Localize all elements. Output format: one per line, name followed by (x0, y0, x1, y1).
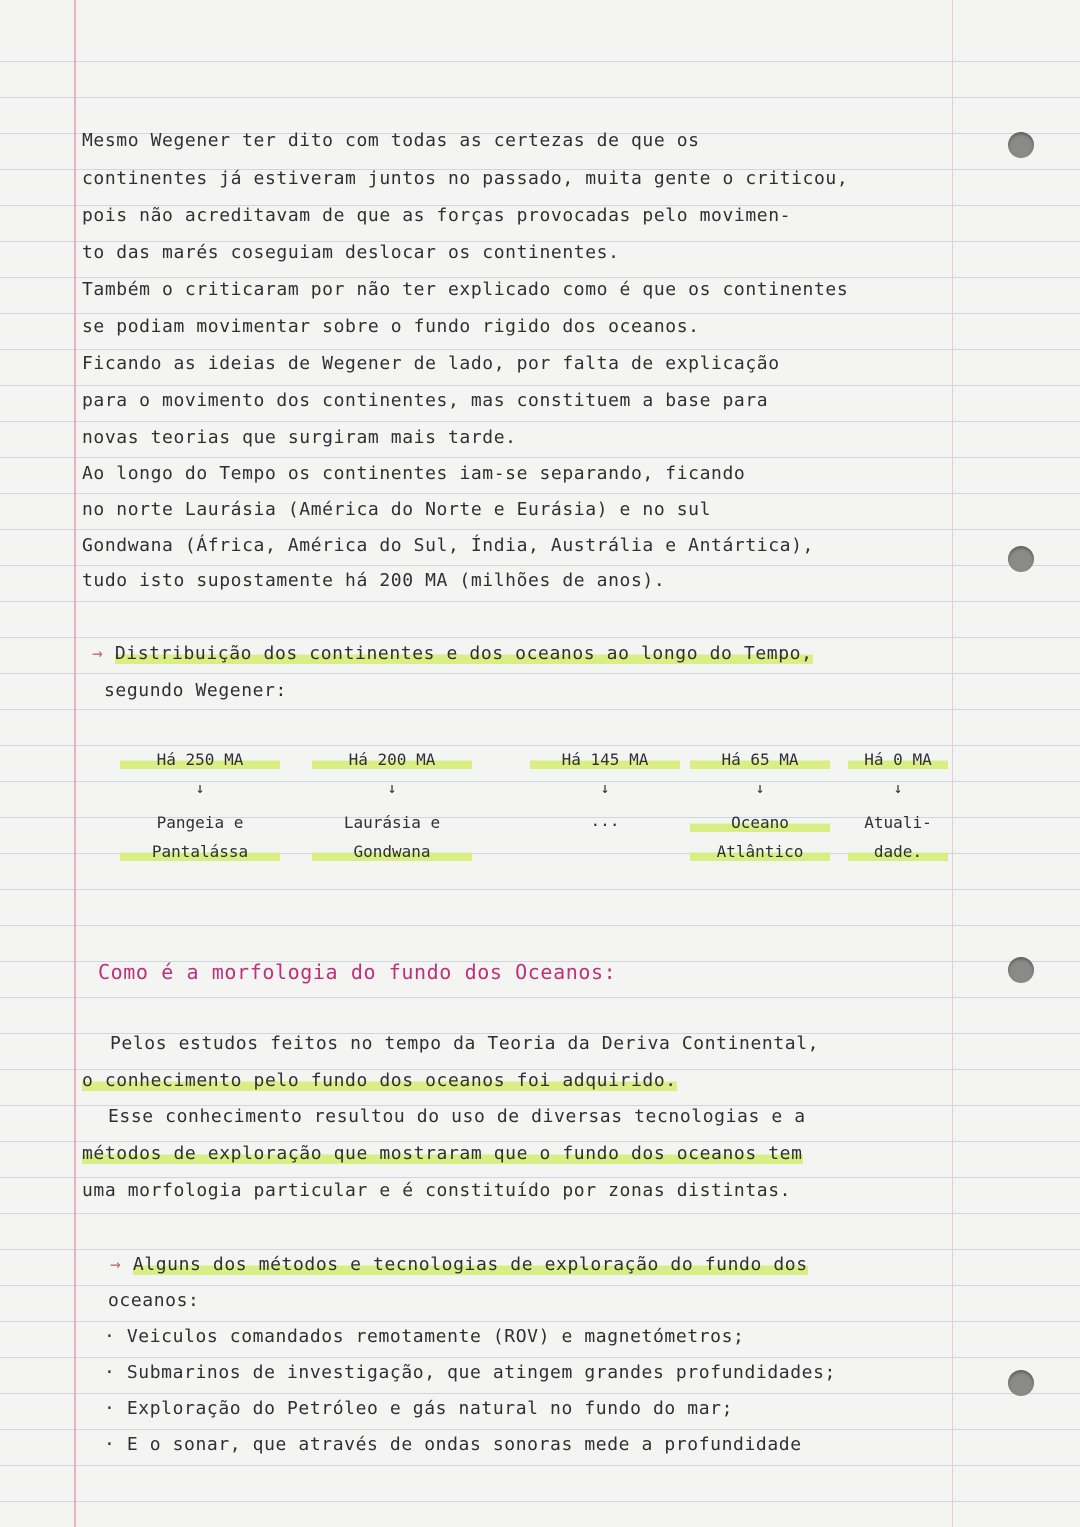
text-line: Esse conhecimento resultou do uso de diversas tecnologias e a (108, 1106, 806, 1127)
timeline-col (120, 750, 280, 861)
timeline-time: Há 0 MA (848, 750, 948, 769)
text-line: Mesmo Wegener ter dito com todas as certezas de que os (82, 130, 700, 151)
down-arrow-icon: ↓ (600, 779, 610, 797)
arrow-icon: → (92, 643, 104, 664)
text-line: continentes já estiveram juntos no passado, muita gente o criticou, (82, 168, 849, 189)
timeline-label: Oceano (690, 813, 830, 832)
list-item: · Veiculos comandados remotamente (ROV) e magnetómetros; (104, 1326, 745, 1347)
right-margin-line (952, 0, 953, 1527)
timeline-time: Há 145 MA (530, 750, 680, 769)
text-line: to das marés coseguiam deslocar os continentes. (82, 242, 620, 263)
timeline-time: Há 65 MA (690, 750, 830, 769)
down-arrow-icon: ↓ (387, 779, 397, 797)
timeline-col (690, 750, 830, 861)
text-line: Ao longo do Tempo os continentes iam-se separando, ficando (82, 463, 746, 484)
timeline-col (530, 750, 680, 830)
timeline-label: Laurásia e (343, 813, 441, 832)
timeline-col (848, 750, 948, 861)
timeline-label: Pangeia e (156, 813, 244, 832)
binder-hole (1008, 132, 1034, 158)
down-arrow-icon: ↓ (893, 779, 903, 797)
distribution-heading (92, 643, 813, 664)
timeline-label: Atuali- (864, 813, 932, 832)
distribution-heading-cont: segundo Wegener: (104, 680, 287, 701)
methods-heading-cont: oceanos: (108, 1290, 200, 1311)
section-title: Como é a morfologia do fundo dos Oceanos: (98, 960, 617, 984)
timeline-time: Há 250 MA (120, 750, 280, 769)
text-line: Gondwana (África, América do Sul, Índia, Austrália e Antártica), (82, 535, 814, 556)
heading-text: Alguns dos métodos e tecnologias de exploração do fundo dos (132, 1254, 808, 1275)
binder-hole (1008, 957, 1034, 983)
text-line: para o movimento dos continentes, mas constituem a base para (82, 390, 769, 411)
margin-line (74, 0, 76, 1527)
text-line: novas teorias que surgiram mais tarde. (82, 427, 517, 448)
text-line: Também o criticaram por não ter explicado como é que os continentes (82, 279, 849, 300)
timeline-label: ... (590, 811, 620, 830)
text-line: o conhecimento pelo fundo dos oceanos foi adquirido. (82, 1070, 677, 1091)
text-line: Pelos estudos feitos no tempo da Teoria da Deriva Continental, (110, 1033, 820, 1054)
timeline-label: Pantalássa (120, 842, 280, 861)
timeline-label: Gondwana (312, 842, 472, 861)
down-arrow-icon: ↓ (195, 779, 205, 797)
list-item: · Submarinos de investigação, que atingem grandes profundidades; (104, 1362, 836, 1383)
text-line: pois não acreditavam de que as forças provocadas pelo movimen- (82, 205, 792, 226)
methods-heading (110, 1254, 808, 1275)
text-line: uma morfologia particular e é constituído por zonas distintas. (82, 1180, 792, 1201)
text-line: Ficando as ideias de Wegener de lado, por falta de explicação (82, 353, 780, 374)
down-arrow-icon: ↓ (755, 779, 765, 797)
text-line: no norte Laurásia (América do Norte e Eurásia) e no sul (82, 499, 712, 520)
arrow-icon: → (110, 1254, 122, 1275)
list-item: · Exploração do Petróleo e gás natural no fundo do mar; (104, 1398, 734, 1419)
text-line: tudo isto supostamente há 200 MA (milhões de anos). (82, 570, 666, 591)
timeline-time: Há 200 MA (312, 750, 472, 769)
text-line: se podiam movimentar sobre o fundo rigido dos oceanos. (82, 316, 700, 337)
timeline-label: dade. (848, 842, 948, 861)
heading-text: Distribuição dos continentes e dos oceanos ao longo do Tempo, (114, 643, 813, 664)
binder-hole (1008, 1370, 1034, 1396)
list-item: · E o sonar, que através de ondas sonoras mede a profundidade (104, 1434, 802, 1455)
binder-hole (1008, 546, 1034, 572)
timeline-col (312, 750, 472, 861)
timeline-label: Atlântico (690, 842, 830, 861)
text-line: métodos de exploração que mostraram que o fundo dos oceanos tem (82, 1143, 803, 1164)
